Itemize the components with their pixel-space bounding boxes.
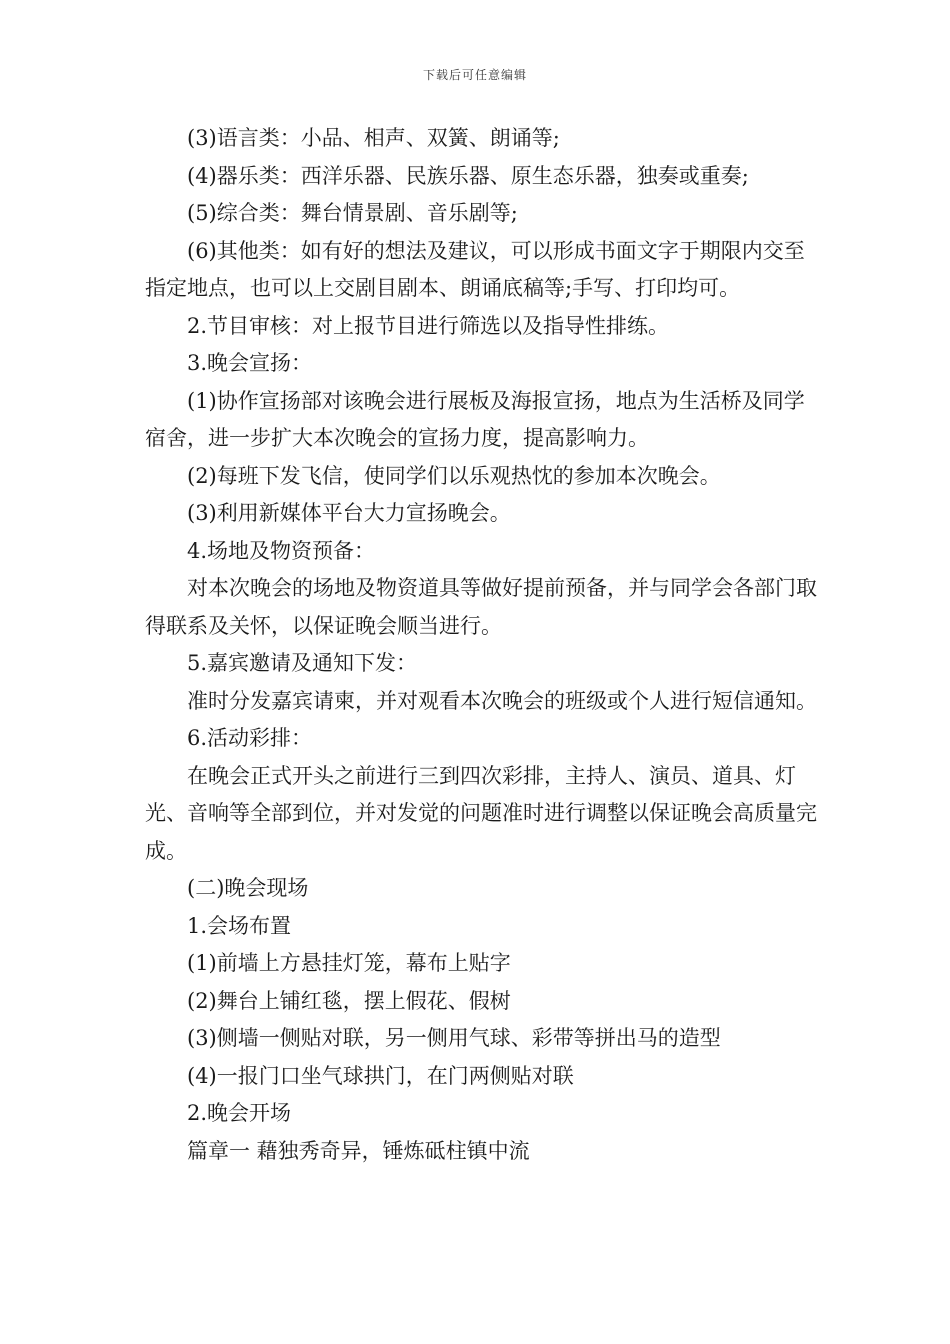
paragraph: 2.晚会开场: [187, 1101, 292, 1125]
paragraph: (2)每班下发飞信，使同学们以乐观热忱的参加本次晚会。: [187, 463, 721, 488]
paragraph: (二)晚会现场: [187, 876, 309, 900]
paragraph: 6.活动彩排：: [187, 726, 313, 750]
paragraph: 对本次晚会的场地及物资道具等做好提前预备，并与同学会各部门取得联系及关怀，以保证晚会顺当进行。: [145, 576, 817, 638]
paragraph: 准时分发嘉宾请柬，并对观看本次晚会的班级或个人进行短信通知。: [187, 688, 817, 713]
paragraph: (1)协作宣扬部对该晚会进行展板及海报宣扬，地点为生活桥及同学宿舍，进一步扩大本次晚会的宣扬力度，提高影响力。: [145, 388, 805, 450]
paragraph: (4)器乐类：西洋乐器、民族乐器、原生态乐器，独奏或重奏;: [187, 163, 749, 188]
paragraph: (1)前墙上方悬挂灯笼，幕布上贴字: [187, 951, 511, 975]
page-header: 下载后可任意编辑: [422, 68, 527, 82]
paragraph: (3)利用新媒体平台大力宣扬晚会。: [187, 501, 511, 525]
paragraph: (6)其他类：如有好的想法及建议，可以形成书面文字于期限内交至指定地点，也可以上交剧目剧本、朗诵底稿等;手写、打印均可。: [145, 238, 805, 300]
paragraph: 4.场地及物资预备：: [187, 538, 376, 563]
paragraph: (5)综合类：舞台情景剧、音乐剧等;: [187, 201, 518, 225]
paragraph: (2)舞台上铺红毯，摆上假花、假树: [187, 988, 511, 1013]
document-body: [145, 120, 825, 1170]
paragraph: (3)语言类：小品、相声、双簧、朗诵等;: [187, 126, 560, 150]
paragraph: 5.嘉宾邀请及通知下发：: [187, 651, 418, 675]
paragraph: 2.节目审核：对上报节目进行筛选以及指导性排练。: [187, 313, 670, 338]
paragraph: (4)一报门口坐气球拱门，在门两侧贴对联: [187, 1063, 574, 1088]
paragraph: (3)侧墙一侧贴对联，另一侧用气球、彩带等拼出马的造型: [187, 1026, 721, 1050]
paragraph: 1.会场布置: [187, 913, 292, 938]
paragraph: 在晚会正式开头之前进行三到四次彩排，主持人、演员、道具、灯光、音响等全部到位，并对发觉的问题准时进行调整以保证晚会高质量完成。: [145, 763, 817, 863]
paragraph: 3.晚会宣扬：: [187, 351, 313, 375]
paragraph: 篇章一 藉独秀奇异，锤炼砥柱镇中流: [187, 1138, 530, 1163]
